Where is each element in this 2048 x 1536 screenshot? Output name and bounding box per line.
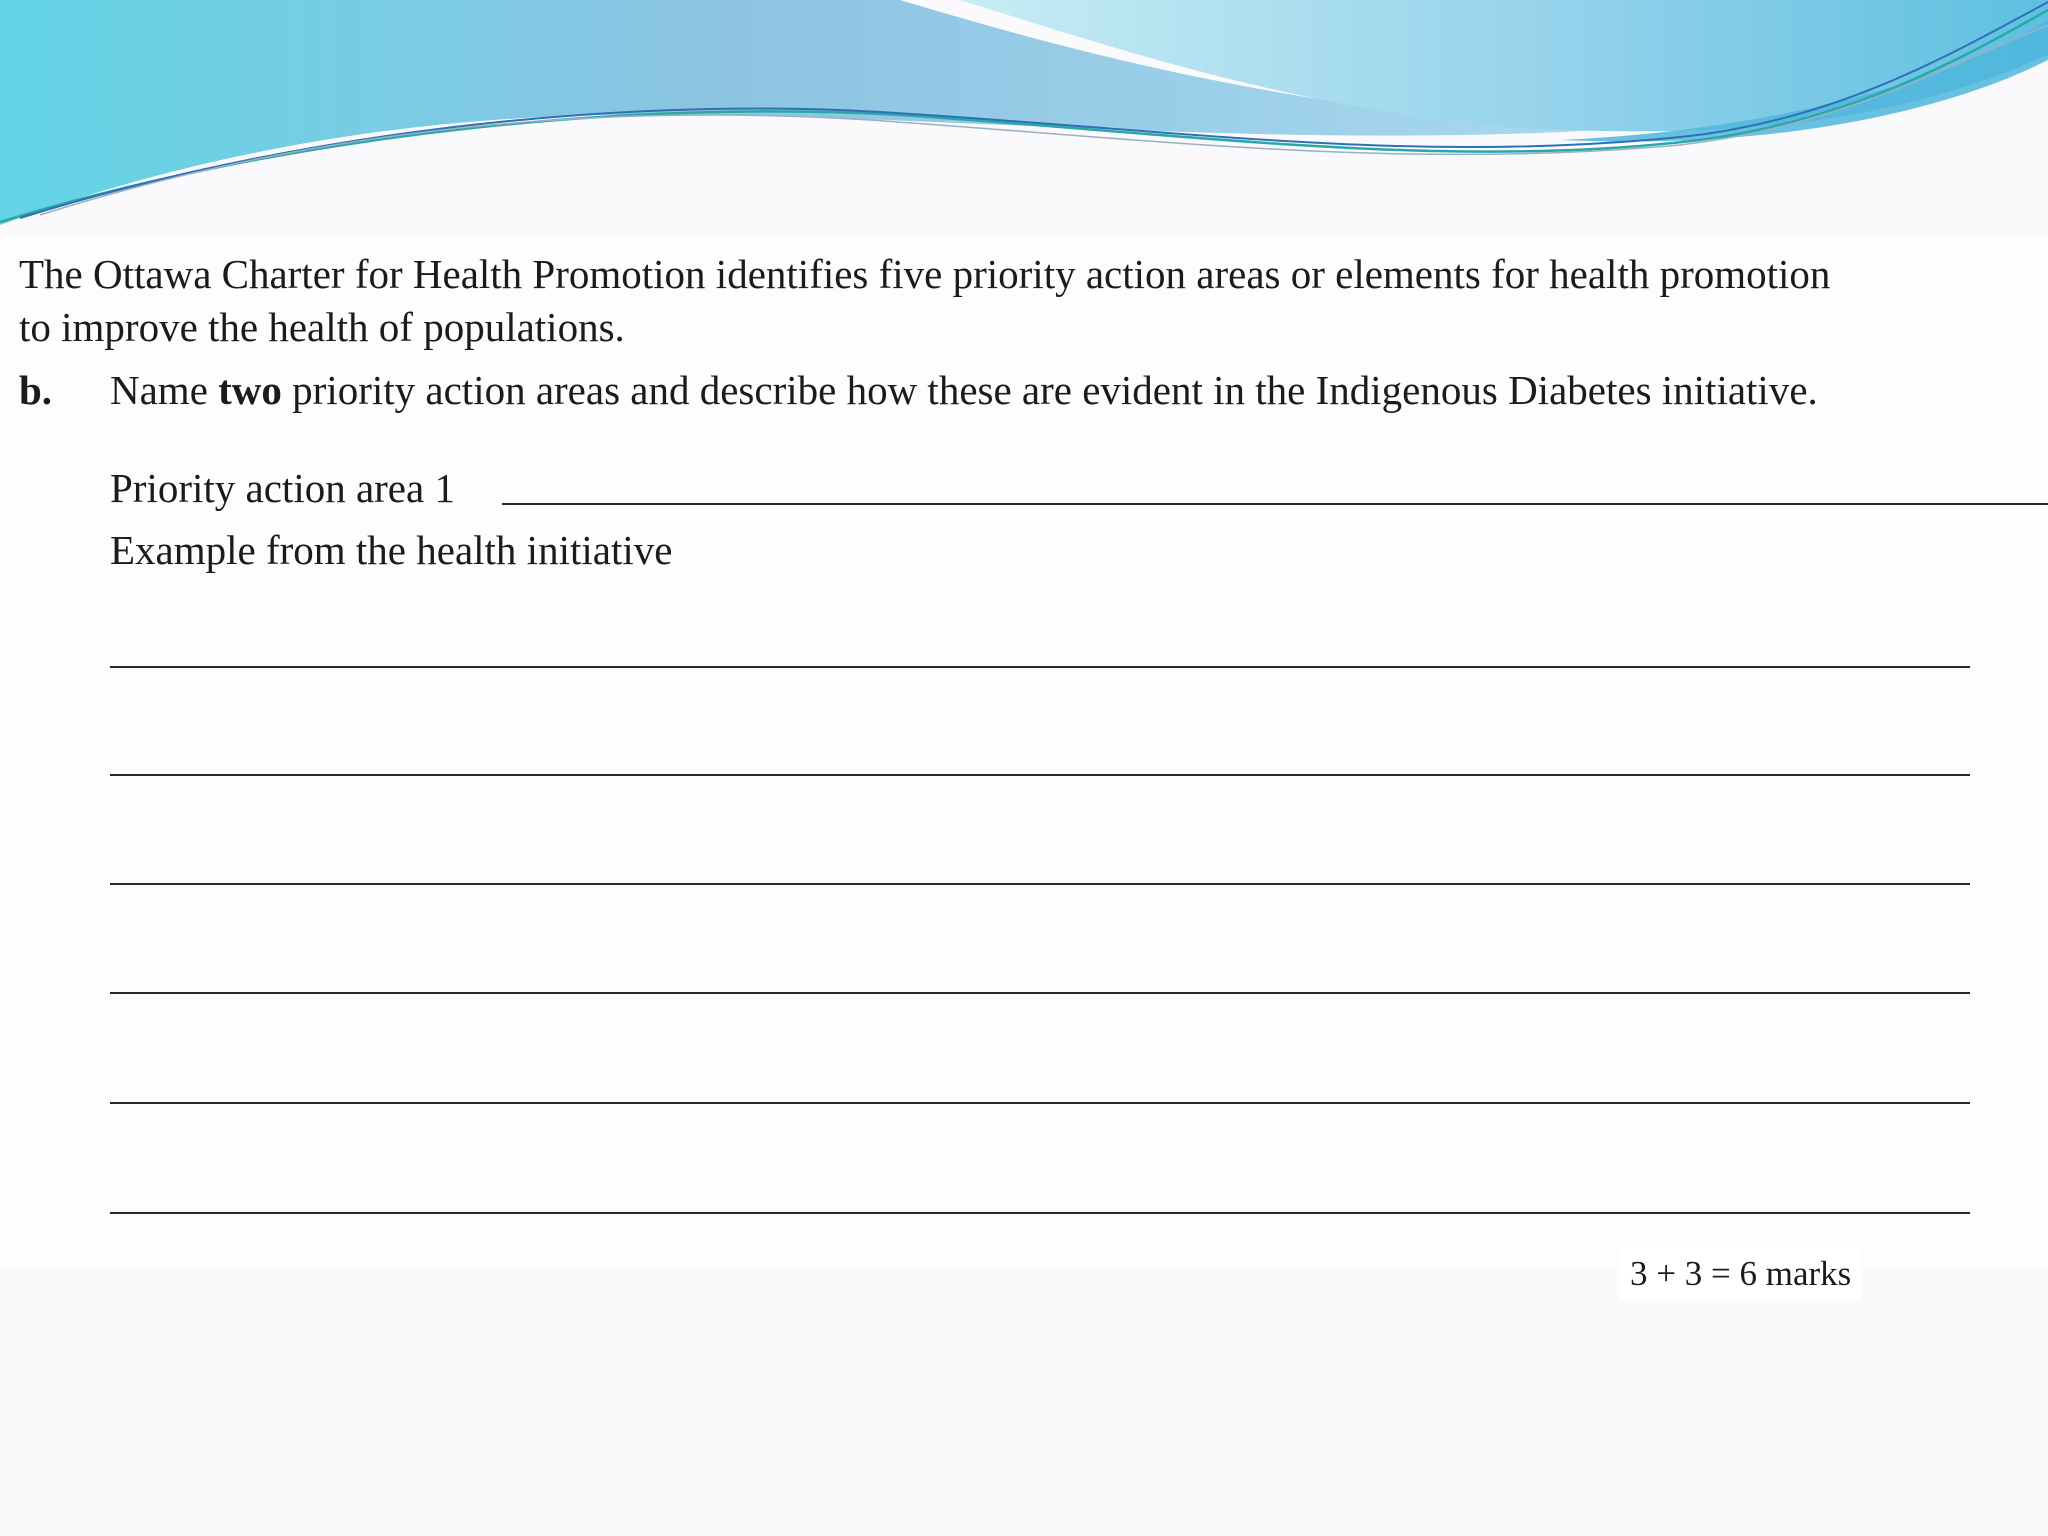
question-letter: b. <box>19 367 53 413</box>
answer-line-4[interactable] <box>110 992 1970 994</box>
marks-label: 3 + 3 = 6 marks <box>1620 1248 1861 1300</box>
priority-area-row <box>110 462 1970 515</box>
answer-line-2[interactable] <box>110 774 1970 776</box>
priority-area-label: Priority action area 1 <box>110 465 455 511</box>
question-text-before: Name <box>110 367 219 413</box>
priority-area-answer-line[interactable] <box>502 503 2048 505</box>
wave-banner <box>0 0 2048 240</box>
answer-line-1[interactable] <box>110 666 1970 668</box>
answer-line-6[interactable] <box>110 1212 1970 1214</box>
question-b <box>19 364 2019 417</box>
intro-line-2: to improve the health of populations. <box>19 304 625 350</box>
answer-line-5[interactable] <box>110 1102 1970 1104</box>
intro-line-1: The Ottawa Charter for Health Promotion identifies five priority action areas or elements for health promotion <box>19 251 1831 297</box>
question-text-bold: two <box>218 367 282 413</box>
answer-line-3[interactable] <box>110 883 1970 885</box>
question-text-after: priority action areas and describe how these are evident in the Indigenous Diabetes initiative. <box>281 367 1818 413</box>
example-label: Example from the health initiative <box>110 527 673 573</box>
intro-paragraph <box>19 248 2009 354</box>
